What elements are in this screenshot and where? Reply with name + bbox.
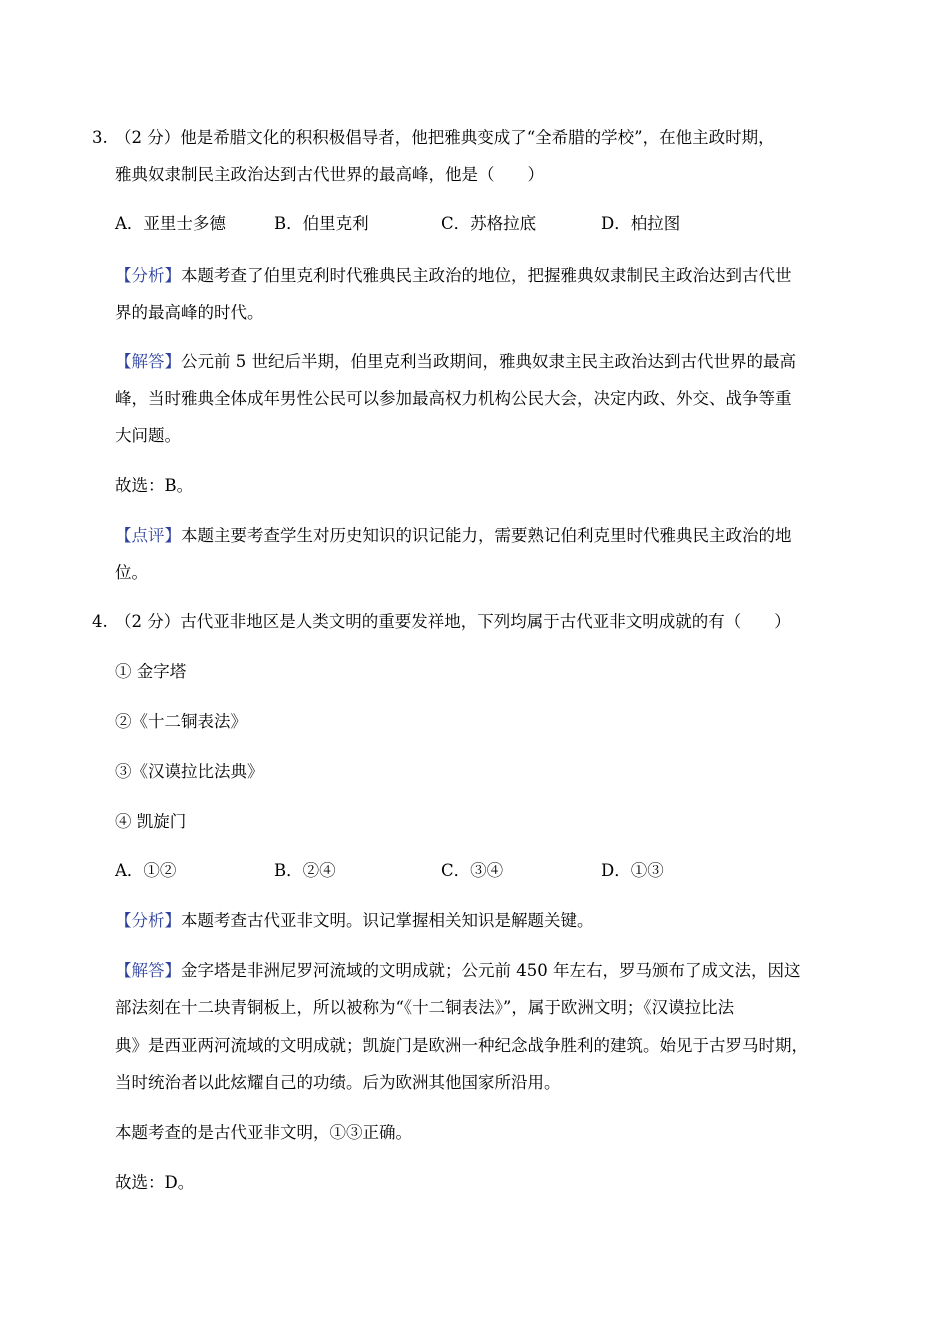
question-4-analysis bbox=[115, 910, 594, 932]
analysis-text: 本题考查了伯里克利时代雅典民主政治的地位，把握雅典奴隶制民主政治达到古代世 bbox=[181, 266, 792, 285]
answer-text: 公元前 5 世纪后半期，伯里克利当政期间，雅典奴隶主民主政治达到古代世界的最高 bbox=[181, 352, 796, 371]
question-3-answer-line1 bbox=[115, 351, 796, 373]
question-4-number: 4. bbox=[92, 612, 108, 631]
answer-tag: 【解答】 bbox=[115, 352, 181, 371]
question-3-stem-line2: 雅典奴隶制民主政治达到古代世界的最高峰，他是（ ） bbox=[115, 165, 544, 184]
question-3-answer-line3: 大问题。 bbox=[115, 426, 181, 445]
question-4-item-4: ④ 凯旋门 bbox=[115, 812, 187, 831]
question-4-option-b[interactable]: B．②④ bbox=[274, 861, 336, 880]
question-4-choice: 故选：D。 bbox=[115, 1173, 195, 1192]
question-3-answer-line2: 峰，当时雅典全体成年男性公民可以参加最高权力机构公民大会，决定内政、外交、战争等重 bbox=[115, 389, 792, 408]
question-4-item-1: ① 金字塔 bbox=[115, 662, 187, 681]
question-4-option-c[interactable]: C．③④ bbox=[441, 861, 504, 880]
question-3-choice: 故选：B。 bbox=[115, 476, 194, 495]
analysis-text: 本题考查古代亚非文明。识记掌握相关知识是解题关键。 bbox=[181, 911, 594, 930]
question-4-option-a[interactable]: A．①② bbox=[115, 861, 177, 880]
question-4-answer-line3: 典》是西亚两河流域的文明成就；凯旋门是欧洲一种纪念战争胜利的建筑。始见于古罗马时期， bbox=[115, 1036, 808, 1055]
question-3-option-d[interactable]: D．柏拉图 bbox=[601, 214, 681, 233]
question-3-comment-line1 bbox=[115, 525, 792, 547]
question-4-option-d[interactable]: D．①③ bbox=[601, 861, 664, 880]
question-4-answer-line4: 当时统治者以此炫耀自己的功绩。后为欧洲其他国家所沿用。 bbox=[115, 1073, 561, 1092]
question-4-answer-line2: 部法刻在十二块青铜板上，所以被称为“《十二铜表法》”，属于欧洲文明；《汉谟拉比法 bbox=[115, 998, 735, 1017]
question-3-option-a[interactable]: A．亚里士多德 bbox=[115, 214, 226, 233]
question-4-item-3: ③《汉谟拉比法典》 bbox=[115, 762, 264, 781]
question-4-item-2: ②《十二铜表法》 bbox=[115, 712, 247, 731]
analysis-tag: 【分析】 bbox=[115, 911, 181, 930]
question-3-option-b[interactable]: B．伯里克利 bbox=[274, 214, 369, 233]
question-4-stem: （2 分）古代亚非地区是人类文明的重要发祥地，下列均属于古代亚非文明成就的有（ ） bbox=[115, 612, 791, 631]
answer-text: 金字塔是非洲尼罗河流域的文明成就；公元前 450 年左右，罗马颁布了成文法，因这 bbox=[181, 961, 801, 980]
question-4-summary: 本题考查的是古代亚非文明，①③正确。 bbox=[115, 1123, 412, 1142]
question-3-analysis-line2: 界的最高峰的时代。 bbox=[115, 303, 264, 322]
question-3-stem-line1: （2 分）他是希腊文化的积积极倡导者，他把雅典变成了“全希腊的学校”，在他主政时期， bbox=[115, 128, 775, 147]
comment-text: 本题主要考查学生对历史知识的识记能力，需要熟记伯利克里时代雅典民主政治的地 bbox=[181, 526, 792, 545]
question-3-analysis-line1 bbox=[115, 265, 792, 287]
comment-tag: 【点评】 bbox=[115, 526, 181, 545]
question-4-answer-line1 bbox=[115, 960, 800, 982]
answer-tag: 【解答】 bbox=[115, 961, 181, 980]
question-3-number: 3. bbox=[92, 128, 108, 147]
analysis-tag: 【分析】 bbox=[115, 266, 181, 285]
question-3-option-c[interactable]: C．苏格拉底 bbox=[441, 214, 537, 233]
question-3-comment-line2: 位。 bbox=[115, 563, 148, 582]
